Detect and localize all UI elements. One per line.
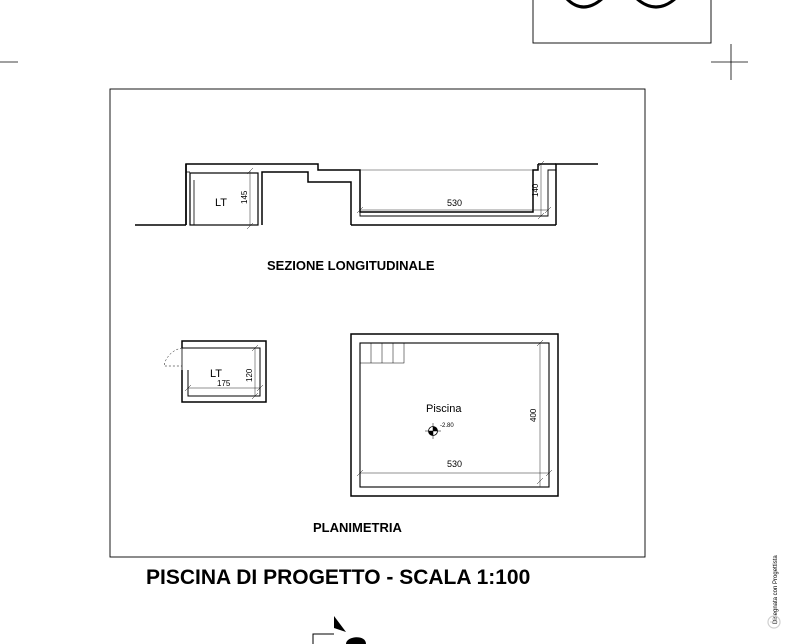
plan-pool-length-dim: 530 — [447, 459, 463, 469]
section-title: SEZIONE LONGITUDINALE — [267, 258, 435, 273]
plan-title: PLANIMETRIA — [313, 520, 402, 535]
north-arrow-icon — [313, 616, 366, 644]
title-block-logo — [533, 0, 711, 43]
section-pool-depth-dim: 140 — [531, 183, 540, 197]
section-room-height-dim: 145 — [240, 190, 249, 204]
plan-pool-level: -2.80 — [440, 423, 454, 429]
section-pool-length-dim: 530 — [447, 198, 463, 208]
plan-pool-label: Piscina — [426, 403, 462, 415]
watermark — [773, 555, 779, 624]
section-dimensions — [247, 161, 551, 229]
level-marker-icon — [425, 423, 441, 439]
drawing-title: PISCINA DI PROGETTO - SCALA 1:100 — [146, 566, 531, 589]
plan-room-label: LT — [210, 368, 223, 380]
crop-marks — [0, 44, 748, 80]
plan-room-width-dim: 175 — [217, 379, 231, 388]
pool-steps — [360, 343, 404, 363]
plan-pool-width-dim: 400 — [529, 408, 538, 422]
plan-pool — [351, 334, 558, 496]
svg-text:Disegnata con Progettista: Disegnata con Progettista — [773, 555, 779, 624]
plan-room-depth-dim: 120 — [245, 368, 254, 382]
longitudinal-section — [135, 164, 598, 225]
section-room-label: LT — [215, 197, 228, 209]
